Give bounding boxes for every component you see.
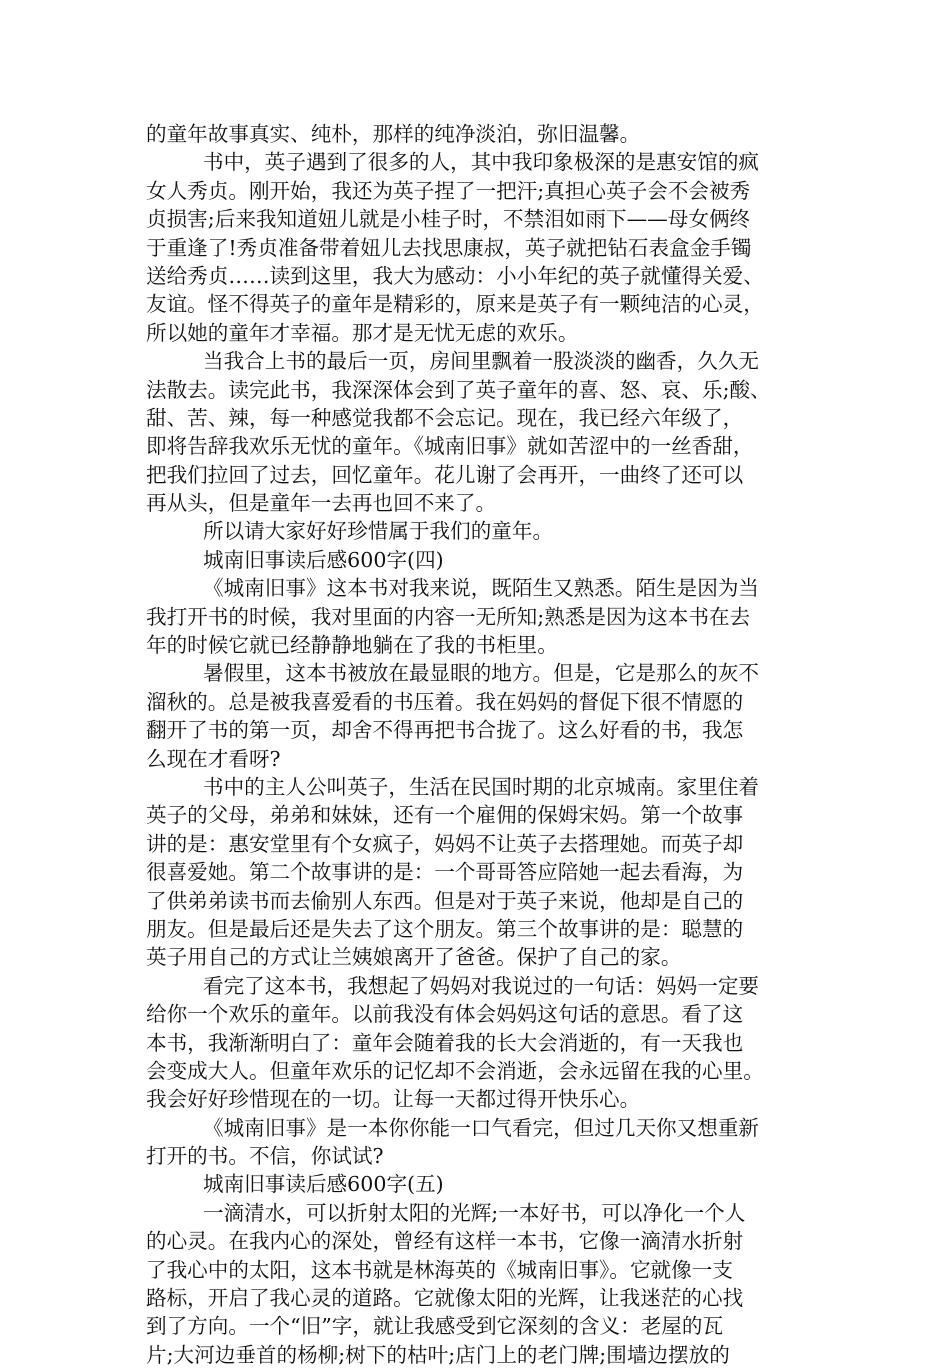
- text-line: 我会好好珍惜现在的一切。让每一天都过得开快乐心。: [146, 1087, 641, 1112]
- text-line: 很喜爱她。第二个故事讲的是：一个哥哥答应陪她一起去看海，为: [146, 860, 744, 885]
- text-line: 于重逢了!秀贞准备带着妞儿去找思康叔，英子就把钻石表盒金手镯: [146, 235, 752, 260]
- text-line: 女人秀贞。刚开始，我还为英子捏了一把汗;真担心英子会不会被秀: [146, 178, 751, 203]
- text-line: 《城南旧事》是一本你你能一口气看完，但过几天你又想重新: [203, 1115, 760, 1140]
- text-line: 送给秀贞……读到这里，我大为感动：小小年纪的英子就懂得关爱、: [146, 263, 764, 288]
- text-line: 会变成大人。但童年欢乐的记忆却不会消逝，会永远留在我的心里。: [146, 1058, 764, 1083]
- text-line: 朋友。但是最后还是失去了这个朋友。第三个故事讲的是：聪慧的: [146, 916, 744, 941]
- text-line: 城南旧事读后感600字(四): [203, 547, 444, 572]
- text-line: 讲的是：惠安堂里有个女疯子，妈妈不让英子去搭理她。而英子却: [146, 831, 744, 856]
- text-line: 看完了这本书，我想起了妈妈对我说过的一句话：妈妈一定要: [203, 973, 760, 998]
- text-line: 年的时候它就已经静静地躺在了我的书柜里。: [146, 633, 558, 658]
- text-line: 所以她的童年才幸福。那才是无忧无虑的欢乐。: [146, 320, 579, 345]
- text-line: 本书，我渐渐明白了：童年会随着我的长大会消逝的，有一天我也: [146, 1030, 744, 1055]
- text-line: 当我合上书的最后一页，房间里飘着一股淡淡的幽香，久久无: [203, 349, 760, 374]
- text-line: 英子的父母，弟弟和妹妹，还有一个雇佣的保姆宋妈。第一个故事: [146, 803, 744, 828]
- text-line: 到了方向。一个“旧”字，就让我感受到它深刻的含义：老屋的瓦: [146, 1314, 724, 1339]
- text-line: 的童年故事真实、纯朴，那样的纯净淡泊，弥旧温馨。: [146, 122, 641, 146]
- text-line: 片;大河边垂首的杨柳;树下的枯叶;店门上的老门牌;围墙边摆放的: [146, 1342, 730, 1367]
- text-line: 书中的主人公叫英子，生活在民国时期的北京城南。家里住着: [203, 774, 760, 799]
- text-line: 打开的书。不信，你试试?: [146, 1144, 384, 1169]
- text-line: 一滴清水，可以折射太阳的光辉;一本好书，可以净化一个人: [203, 1200, 746, 1225]
- text-line: 书中，英子遇到了很多的人，其中我印象极深的是惠安馆的疯: [203, 150, 760, 175]
- text-line: 了供弟弟读书而去偷别人东西。但是对于英子来说，他却是自己的: [146, 888, 744, 913]
- text-line: 友谊。怪不得英子的童年是精彩的，原来是英子有一颗纯洁的心灵，: [146, 292, 764, 317]
- text-line: 给你一个欢乐的童年。以前我没有体会妈妈这句话的意思。看了这: [146, 1002, 744, 1027]
- text-line: 再从头，但是童年一去再也回不来了。: [146, 491, 497, 516]
- text-line: 法散去。读完此书，我深深体会到了英子童年的喜、怒、哀、乐;酸、: [146, 377, 771, 402]
- text-line: 即将告辞我欢乐无忧的童年。《城南旧事》就如苦涩中的一丝香甜，: [146, 434, 754, 459]
- text-line: 城南旧事读后感600字(五): [203, 1172, 444, 1197]
- text-line: 贞损害;后来我知道妞儿就是小桂子时，不禁泪如雨下——母女俩终: [146, 207, 751, 232]
- text-line: 溜秋的。总是被我喜爱看的书压着。我在妈妈的督促下很不情愿的: [146, 689, 744, 714]
- text-line: 甜、苦、辣，每一种感觉我都不会忘记。现在，我已经六年级了，: [146, 405, 744, 430]
- text-line: 路标，开启了我心灵的道路。它就像太阳的光辉，让我迷茫的心找: [146, 1286, 744, 1311]
- text-line: 的心灵。在我内心的深处，曾经有这样一本书，它像一滴清水折射: [146, 1229, 744, 1254]
- text-line: 所以请大家好好珍惜属于我们的童年。: [203, 519, 554, 544]
- text-line: 么现在才看呀?: [146, 746, 281, 771]
- text-line: 了我心中的太阳，这本书就是林海英的《城南旧事》。它就像一支: [146, 1257, 733, 1282]
- text-line: 英子用自己的方式让兰姨娘离开了爸爸。保护了自己的家。: [146, 945, 682, 970]
- text-line: 《城南旧事》这本书对我来说，既陌生又熟悉。陌生是因为当: [203, 576, 760, 601]
- document-body: [146, 120, 812, 1369]
- text-line: 我打开书的时候，我对里面的内容一无所知;熟悉是因为这本书在去: [146, 604, 751, 629]
- text-line: 把我们拉回了过去，回忆童年。花儿谢了会再开，一曲终了还可以: [146, 462, 744, 487]
- text-line: 翻开了书的第一页，却舍不得再把书合拢了。这么好看的书，我怎: [146, 718, 744, 743]
- text-line: 暑假里，这本书被放在最显眼的地方。但是，它是那么的灰不: [203, 661, 760, 686]
